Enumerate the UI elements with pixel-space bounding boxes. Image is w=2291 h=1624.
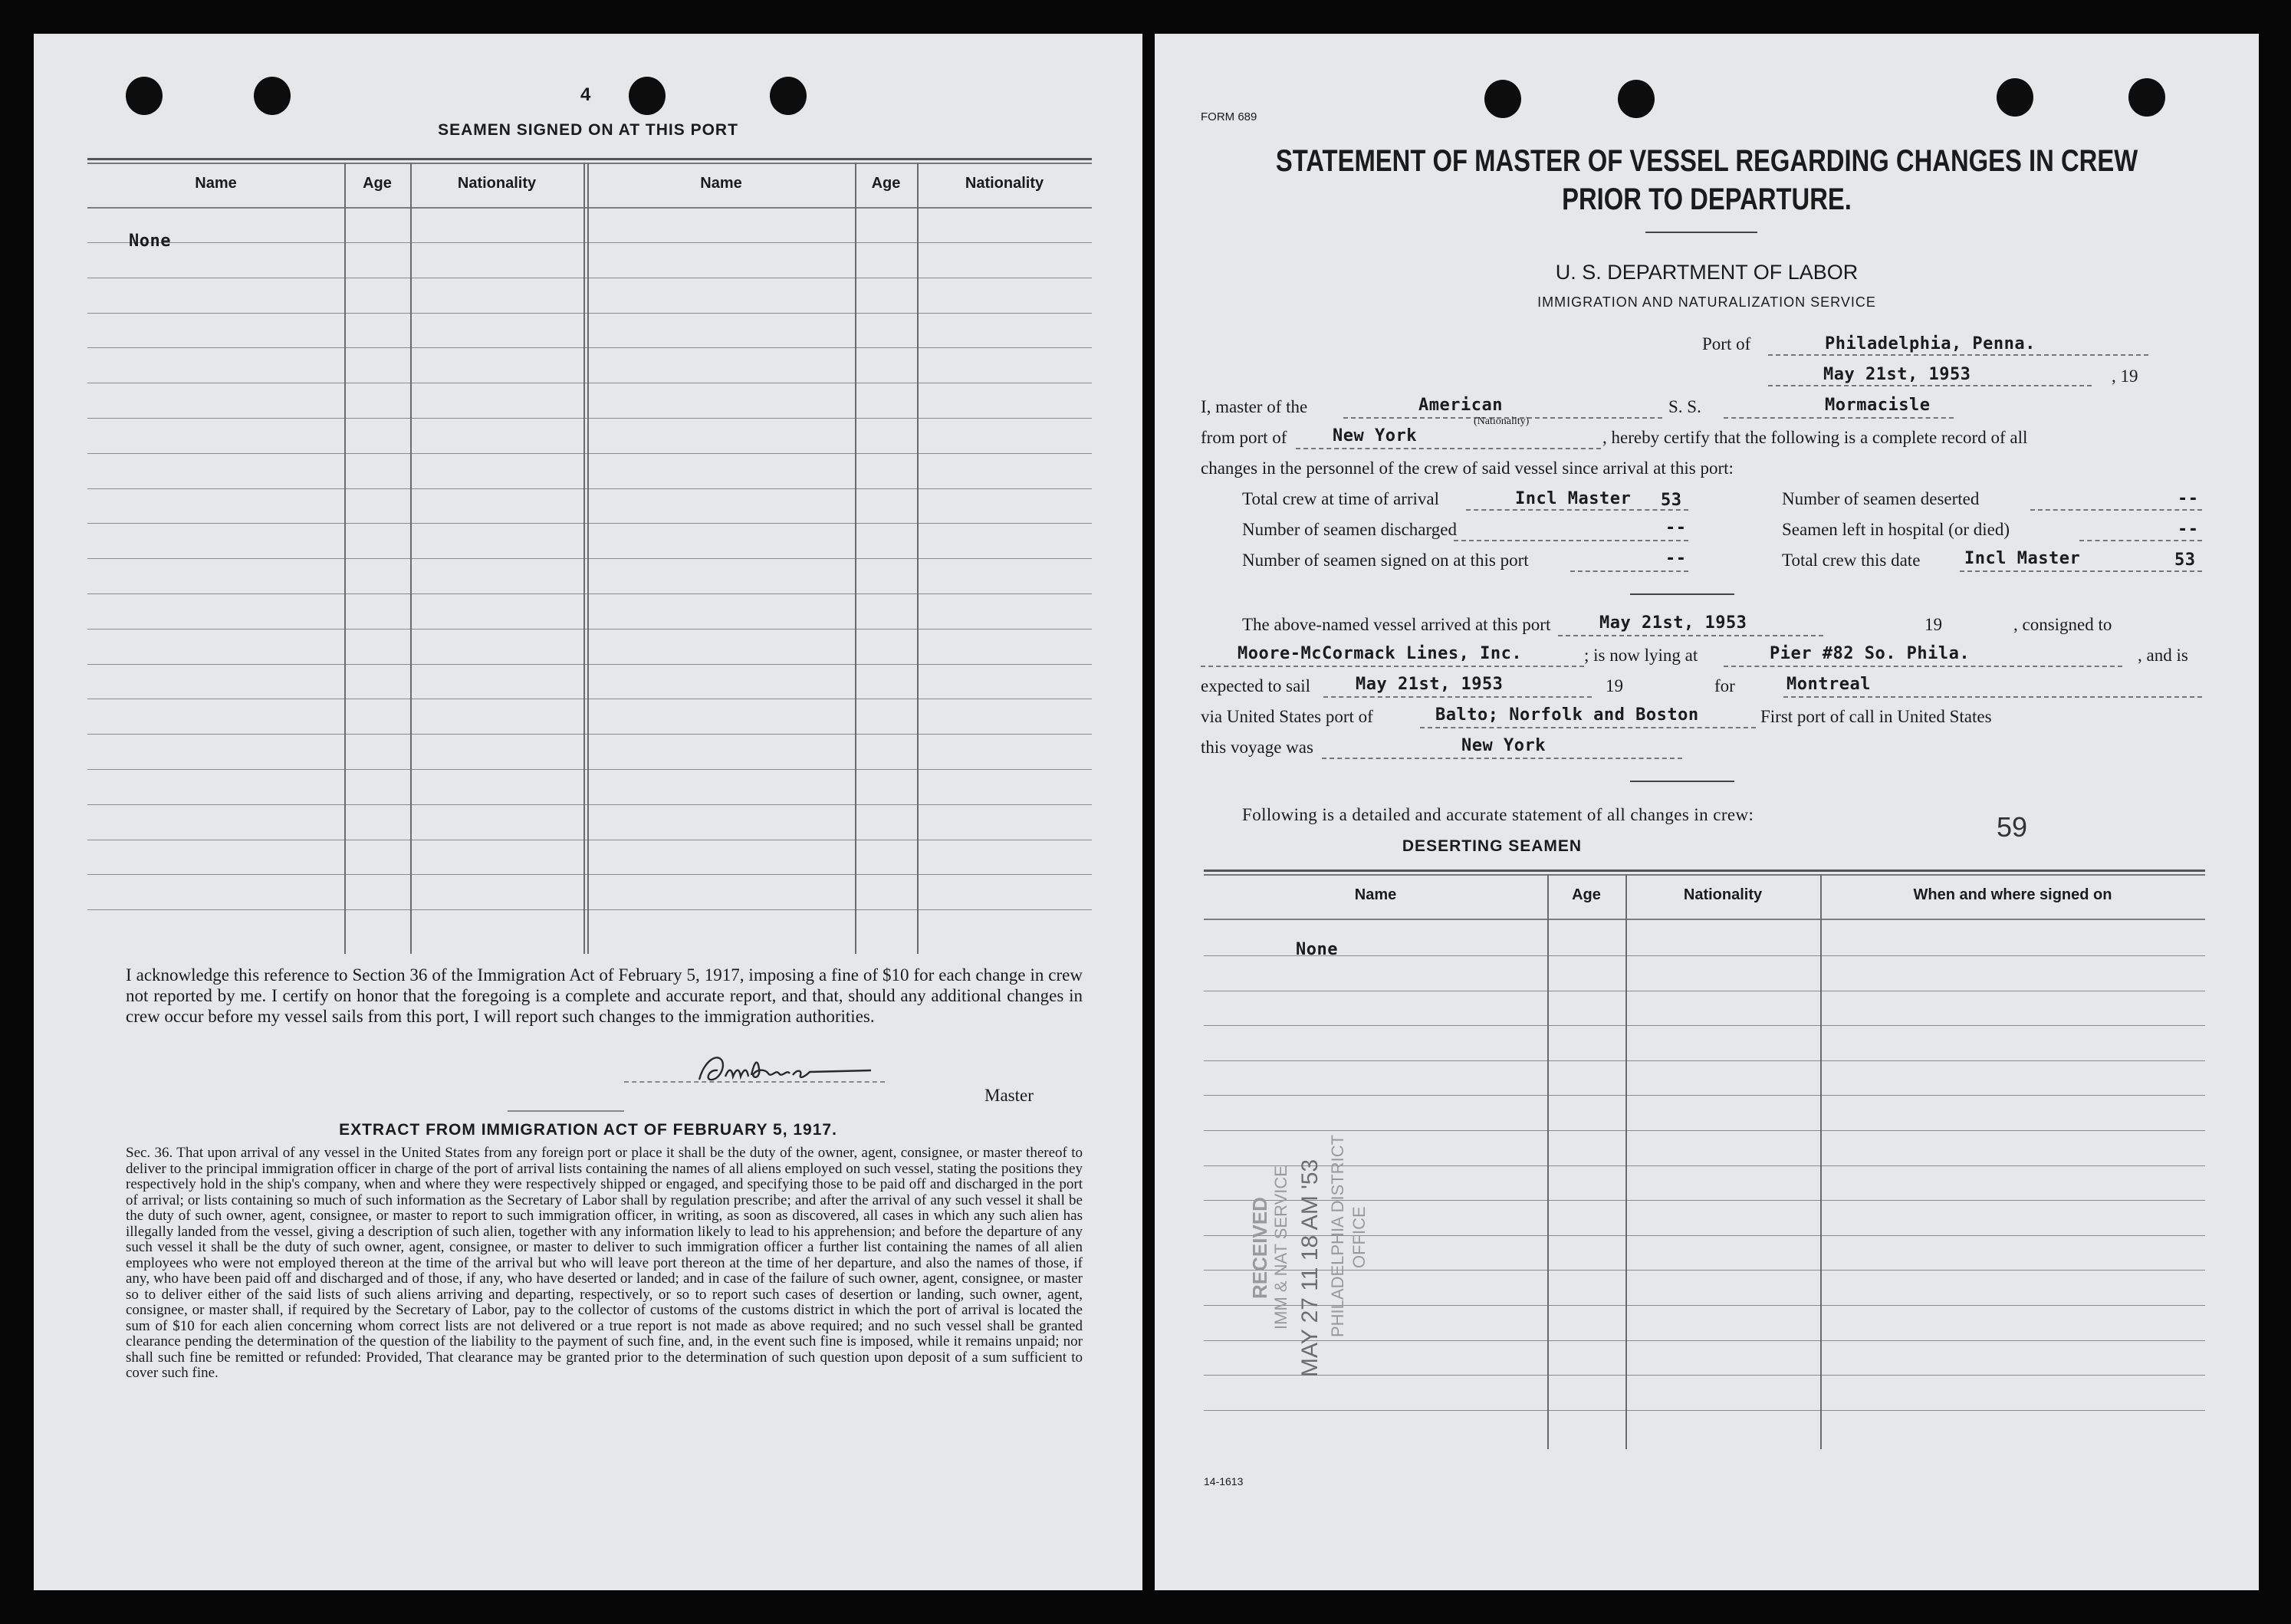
field-arrival-crew-prefix: Incl Master xyxy=(1515,489,1632,508)
table-row-line xyxy=(1204,1060,2205,1061)
column-header-age: Age xyxy=(363,175,392,192)
field-arrived-date: May 21st, 1953 xyxy=(1599,613,1747,633)
table-entry-none: None xyxy=(129,232,171,251)
form-number: FORM 689 xyxy=(1201,110,1257,123)
label-19-sail: 19 xyxy=(1606,676,1623,695)
label-arrived-at: The above-named vessel arrived at this port xyxy=(1242,615,1551,634)
nationality-note: (Nationality) xyxy=(1474,416,1530,427)
label-19-arrived: 19 xyxy=(1925,615,1942,634)
field-nationality: American xyxy=(1418,396,1503,415)
column-header-nationality: Nationality xyxy=(965,175,1044,192)
label-master-of-the: I, master of the xyxy=(1201,397,1308,416)
table-row-line xyxy=(1204,1270,2205,1271)
field-arrival-crew: 53 xyxy=(1661,491,1682,510)
table-row-line xyxy=(87,629,1092,630)
table-entry-none: None xyxy=(1296,940,1338,959)
column-header-age: Age xyxy=(871,175,901,192)
column-header-nationality: Nationality xyxy=(457,175,537,192)
field-lying-at: Pier #82 So. Phila. xyxy=(1770,644,1971,663)
form-title-line1: STATEMENT OF MASTER OF VESSEL REGARDING CHANGES IN CREW xyxy=(1275,144,2138,178)
punch-hole xyxy=(629,77,666,115)
punch-hole xyxy=(1997,78,2033,117)
punch-hole xyxy=(2128,78,2165,117)
label-now-lying-at: ; is now lying at xyxy=(1584,646,1698,665)
extract-title: EXTRACT FROM IMMIGRATION ACT OF FEBRUARY 5, 1917. xyxy=(339,1121,837,1139)
table-row-line xyxy=(1204,1410,2205,1411)
handwritten-number: 59 xyxy=(1997,811,2028,843)
label-following: Following is a detailed and accurate statement of all changes in crew: xyxy=(1242,805,1754,824)
label-from-port-of: from port of xyxy=(1201,428,1287,447)
table-row-line xyxy=(87,734,1092,735)
label-total-crew-arrival: Total crew at time of arrival xyxy=(1242,489,1440,508)
label-ss: S. S. xyxy=(1668,397,1701,416)
department-name: U. S. DEPARTMENT OF LABOR xyxy=(1555,261,1859,284)
field-vessel: Mormacisle xyxy=(1825,396,1931,415)
deserting-seamen-title: DESERTING SEAMEN xyxy=(1402,837,1583,855)
label-changes-line: changes in the personnel of the crew of said vessel since arrival at this port: xyxy=(1201,459,1734,478)
stamp-date: MAY 27 11 18 AM '53 xyxy=(1297,1159,1323,1377)
table-row-line xyxy=(87,523,1092,524)
table-row-line xyxy=(87,488,1092,489)
label-consigned-to: , consigned to xyxy=(2013,615,2112,634)
label-deserted: Number of seamen deserted xyxy=(1782,489,1980,508)
table-row-line xyxy=(1204,1340,2205,1341)
label-expected-to-sail: expected to sail xyxy=(1201,676,1311,695)
table-row-line xyxy=(1204,1130,2205,1131)
field-deserted: -- xyxy=(2178,489,2199,508)
punch-hole xyxy=(254,77,291,115)
field-sail-date: May 21st, 1953 xyxy=(1356,675,1504,694)
table-row-line xyxy=(87,874,1092,875)
table-row-line xyxy=(1204,1200,2205,1201)
master-signature xyxy=(695,1046,879,1089)
field-signed-on: -- xyxy=(1665,549,1687,568)
column-header-when-where: When and where signed on xyxy=(1913,886,2112,903)
stamp-line: IMM & NAT SERVICE xyxy=(1271,1165,1290,1330)
table-row-line xyxy=(87,347,1092,348)
punch-hole xyxy=(126,77,163,115)
table-row-line xyxy=(87,242,1092,243)
label-and-is: , and is xyxy=(2138,646,2188,665)
form-title-line2: PRIOR TO DEPARTURE. xyxy=(1562,182,1852,216)
stamp-line: OFFICE xyxy=(1349,1206,1369,1268)
table-row-line xyxy=(87,418,1092,419)
field-total-prefix: Incl Master xyxy=(1964,549,2081,568)
service-name: IMMIGRATION AND NATURALIZATION SERVICE xyxy=(1537,294,1876,310)
column-header-nationality: Nationality xyxy=(1683,886,1763,903)
table-row-line xyxy=(87,769,1092,770)
field-hospital: -- xyxy=(2178,520,2199,539)
table-row-line xyxy=(87,313,1092,314)
field-via-ports: Balto; Norfolk and Boston xyxy=(1435,705,1699,725)
table-row-line xyxy=(87,664,1092,665)
field-first-port-call: New York xyxy=(1461,736,1546,755)
label-hospital: Seamen left in hospital (or died) xyxy=(1782,520,2010,539)
field-port: Philadelphia, Penna. xyxy=(1825,334,2036,353)
field-total: 53 xyxy=(2174,551,2196,570)
label-first-port: First port of call in United States xyxy=(1760,707,1992,726)
table-row-line xyxy=(87,558,1092,559)
acknowledgment-text: I acknowledge this reference to Section 36 of the Immigration Act of February 5, 1917, imposing a fine of $10 for each change in crew not reported by me. I certify on honor that the foregoing is a complete and accurate report, and that, should any additional changes in crew occur before my vessel sails from this port, I will report such changes to the immigration authorities. xyxy=(126,965,1083,1026)
label-this-voyage: this voyage was xyxy=(1201,738,1313,757)
table-row-line xyxy=(1204,1375,2205,1376)
column-header-name: Name xyxy=(1354,886,1397,903)
punch-hole xyxy=(770,77,807,115)
table-row-line xyxy=(1204,955,2205,956)
label-for: for xyxy=(1714,676,1735,695)
field-discharged: -- xyxy=(1665,518,1687,537)
extract-text: Sec. 36. That upon arrival of any vessel in the United States from any foreign port or place it shall be the duty of the owner, agent, consignee, or master thereof to deliver to the principal immigration officer in charge of the port of arrival lists containing the names of all aliens employed on such vessel, stating the positions they respectively hold in the ship's company, when and where they were respectively shipped or engaged, and specifying those to be paid off and discharged in the port of arrival; or lists containing so much of such information as the Secretary of Labor shall by regulation prescribe; and after the arrival of any such vessel it shall be the duty of such owner, agent, consignee, or master to report to such immigration officer, in writing, as soon as discovered, all cases in which any such alien has illegally landed from the vessel, giving a description of such alien, together with any information likely to lead to his apprehension; and before the departure of any such vessel it shall be the duty of such owner, agent, consignee, or master to deliver to such immigration officer a further list containing the names of all alien employees who were not employed thereon at the time of the arrival but who will leave port thereon at the time of her departure, and also the names of those, if any, who have been paid off and discharged and of those, if any, who have deserted or landed; and in case of the failure of such owner, agent, consignee, or master so to deliver either of the said lists of such aliens arriving and departing, respectively, or so to report such cases of desertion or landing, such owner, agent, consignee, or master shall, if required by the Secretary of Labor, pay to the collector of customs of the customs district in which the port of arrival is located the sum of $10 for each alien concerning whom correct lists are not delivered or a true report is not made as above required; and no such vessel shall be granted clearance pending the determination of the question of the liability to the payment of such fine, and, in the event such fine is imposed, while it remains unpaid; nor shall such fine be remitted or refunded: Provided, That clearance may be granted prior to the determination of such question upon deposit of a sum sufficient to cover such fine. xyxy=(126,1145,1083,1381)
table-row-line xyxy=(1204,1095,2205,1096)
field-from-port: New York xyxy=(1333,426,1417,445)
seamen-signed-on-title: SEAMEN SIGNED ON AT THIS PORT xyxy=(438,121,738,139)
label-total-crew-date: Total crew this date xyxy=(1782,551,1921,570)
label-signed-on: Number of seamen signed on at this port xyxy=(1242,551,1529,570)
table-row-line xyxy=(1204,1165,2205,1166)
table-row-line xyxy=(87,593,1092,594)
column-header-name: Name xyxy=(195,175,237,192)
year-prefix: 19 xyxy=(2120,367,2138,386)
stamp-line: RECEIVED xyxy=(1248,1197,1271,1299)
punch-hole xyxy=(1484,80,1521,118)
stamp-line: PHILADELPHIA DISTRICT xyxy=(1328,1134,1347,1337)
label-19: , 19 xyxy=(2112,367,2138,386)
field-consignee: Moore-McCormack Lines, Inc. xyxy=(1238,644,1523,663)
master-label: Master xyxy=(984,1086,1034,1105)
table-row-line xyxy=(87,453,1092,454)
left-page xyxy=(34,34,1142,1590)
column-header-age: Age xyxy=(1572,886,1601,903)
table-row-line xyxy=(87,909,1092,910)
field-date: May 21st, 1953 xyxy=(1823,365,1971,384)
table-row-line xyxy=(87,804,1092,805)
right-page xyxy=(1155,34,2259,1590)
page-number: 4 xyxy=(580,84,591,105)
table-row-line xyxy=(1204,1305,2205,1306)
field-destination: Montreal xyxy=(1786,675,1871,694)
table-row-line xyxy=(1204,1025,2205,1026)
punch-hole xyxy=(1618,80,1655,118)
label-via-port: via United States port of xyxy=(1201,707,1373,726)
label-discharged: Number of seamen discharged xyxy=(1242,520,1457,539)
column-header-name: Name xyxy=(700,175,742,192)
label-hereby-certify: , hereby certify that the following is a complete record of all xyxy=(1602,428,2028,447)
footer-code: 14-1613 xyxy=(1204,1475,1244,1488)
label-port-of: Port of xyxy=(1702,334,1751,353)
